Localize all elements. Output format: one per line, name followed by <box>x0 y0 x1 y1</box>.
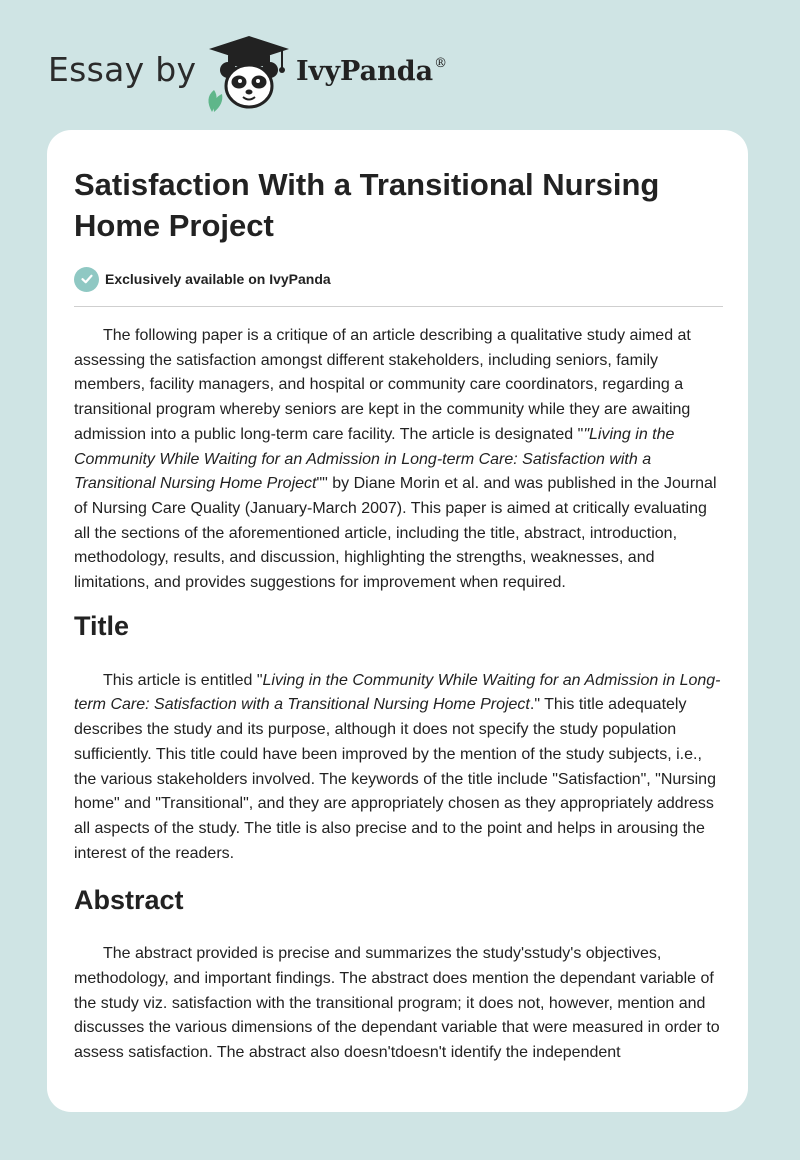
brand-name[interactable]: IvyPanda® <box>296 56 448 87</box>
exclusive-badge <box>74 266 723 292</box>
title-paragraph: This article is entitled "Living in the Community While Waiting for an Admission in Long-term Care: Satisfaction with a Transitional Nursing Home Project." This title adequately describes the study and its purpose, although it does not specify the study population sufficiently. This title could have been improved by the mention of the study subjects, i.e., the various stakeholders involved. The keywords of the title include "Satisfaction", "Nursing home" and "Transitional", and they are appropriately chosen as they appropriately address all aspects of the study. The title is also precise and to the point and helps in arousing the interest of the readers. <box>74 671 721 862</box>
intro-article-title: "Living in the Community While Waiting for an Admission in Long-term Care: Satisfaction with a Transitional Nursing Home Project <box>74 425 675 493</box>
divider <box>74 306 723 307</box>
essay-content <box>74 164 723 1066</box>
intro-paragraph: The following paper is a critique of an article describing a qualitative study aimed at assessing the satisfaction amongst different stakeholders, including seniors, family members, facility managers, and hospital or community care coordinators, regarding a transitional program whereby seniors are kept in the community while they are awaiting admission into a public long-term care facility. The article is designated ""Living in the Community While Waiting for an Admission in Long-term Care: Satisfaction with a Transitional Nursing Home Project"" by Diane Morin et al. and was published in the Journal of Nursing Care Quality (January-March 2007). This paper is aimed at critically evaluating all the sections of the aforementioned article, including the title, abstract, introduction, methodology, results, and discussion, highlighting the strengths, weaknesses, and limitations, and provides suggestions for improvement when required. <box>74 327 717 592</box>
abstract-paragraph: The abstract provided is precise and summarizes the study'sstudy's objectives, methodology, and important findings. The abstract does mention the dependant variable of the study viz. satisfaction with the transitional program; it does not, however, mention and discusses the various dimensions of the dependant variable that were measured in order to assess satisfaction. The abstract also doesn'tdoesn't identify the independent <box>74 945 720 1062</box>
check-circle-icon <box>74 267 99 292</box>
essay-title: Satisfaction With a Transitional Nursing Home Project <box>74 167 660 243</box>
panda-logo-icon[interactable] <box>204 34 294 112</box>
essay-card <box>47 130 748 1112</box>
section-heading-abstract: Abstract <box>74 885 184 916</box>
title-article-title: Living in the Community While Waiting for an Admission in Long-term Care: Satisfaction with a Transitional Nursing Home Project <box>74 671 721 714</box>
exclusive-badge-text: Exclusively available on IvyPanda <box>105 271 331 287</box>
site-header <box>48 34 548 112</box>
registered-mark: ® <box>434 56 448 71</box>
section-heading-title: Title <box>74 610 130 641</box>
essay-by-label: Essay by <box>48 50 197 89</box>
